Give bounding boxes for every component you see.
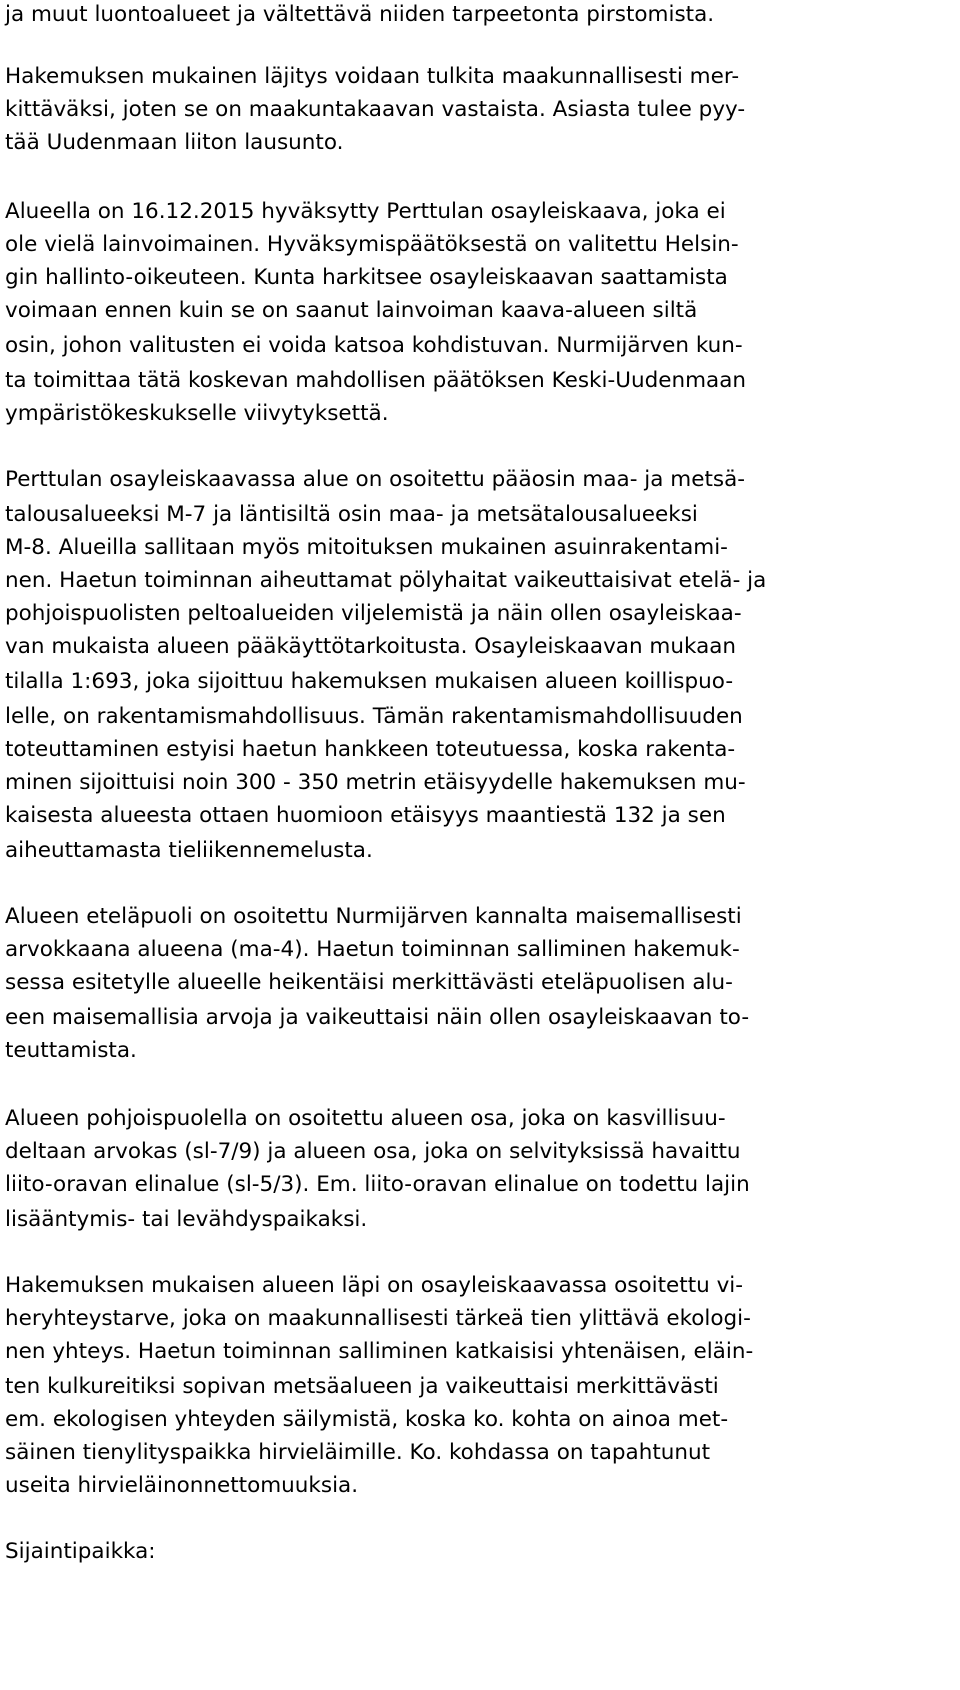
text-line: Alueen pohjoispuolella on osoitettu alueen osa, joka on kasvillisuu- — [5, 1106, 726, 1131]
text-line: arvokkaana alueena (ma-4). Haetun toiminnan salliminen hakemuk- — [5, 937, 740, 962]
text-line: osin, johon valitusten ei voida katsoa kohdistuvan. Nurmijärven kun- — [5, 333, 743, 358]
text-line: em. ekologisen yhteyden säilymistä, koska ko. kohta on ainoa met- — [5, 1407, 729, 1432]
text-line: ja muut luontoalueet ja vältettävä niiden tarpeetonta pirstomista. — [5, 2, 715, 27]
text-line: kaisesta alueesta ottaen huomioon etäisyys maantiestä 132 ja sen — [5, 803, 726, 828]
text-line: teuttamista. — [5, 1038, 137, 1063]
text-line: Alueella on 16.12.2015 hyväksytty Perttulan osayleiskaava, joka ei — [5, 199, 726, 224]
text-line: minen sijoittuisi noin 300 - 350 metrin etäisyydelle hakemuksen mu- — [5, 770, 746, 795]
text-line: Hakemuksen mukainen läjitys voidaan tulkita maakunnallisesti mer- — [5, 64, 740, 89]
text-line: ole vielä lainvoimainen. Hyväksymispäätöksestä on valitettu Helsin- — [5, 232, 739, 257]
text-line: gin hallinto-oikeuteen. Kunta harkitsee osayleiskaavan saattamista — [5, 265, 728, 290]
text-line: toteuttaminen estyisi haetun hankkeen toteutuessa, koska rakenta- — [5, 737, 736, 762]
text-line: M-8. Alueilla sallitaan myös mitoituksen mukainen asuinrakentami- — [5, 535, 728, 560]
text-line: useita hirvieläinonnettomuuksia. — [5, 1473, 359, 1498]
text-line: aiheuttamasta tieliikennemelusta. — [5, 838, 373, 863]
text-line: tää Uudenmaan liiton lausunto. — [5, 130, 344, 155]
text-line: een maisemallisia arvoja ja vaikeuttaisi näin ollen osayleiskaavan to- — [5, 1005, 750, 1030]
text-line: lisääntymis- tai levähdyspaikaksi. — [5, 1207, 368, 1232]
text-line: Perttulan osayleiskaavassa alue on osoitettu pääosin maa- ja metsä- — [5, 467, 746, 492]
text-line: ympäristökeskukselle viivytyksettä. — [5, 401, 389, 426]
text-line: Hakemuksen mukaisen alueen läpi on osayleiskaavassa osoitettu vi- — [5, 1273, 744, 1298]
text-line: ta toimittaa tätä koskevan mahdollisen päätöksen Keski-Uudenmaan — [5, 368, 747, 393]
text-line: talousalueeksi M-7 ja läntisiltä osin maa- ja metsätalousalueeksi — [5, 502, 698, 527]
text-line: pohjoispuolisten peltoalueiden viljelemistä ja näin ollen osayleiskaa- — [5, 601, 742, 626]
location-label: Sijaintipaikka: — [5, 1539, 156, 1564]
text-line: lelle, on rakentamismahdollisuus. Tämän rakentamismahdollisuuden — [5, 704, 743, 729]
text-line: voimaan ennen kuin se on saanut lainvoiman kaava-alueen siltä — [5, 298, 698, 323]
text-line: nen. Haetun toiminnan aiheuttamat pölyhaitat vaikeuttaisivat etelä- ja — [5, 568, 767, 593]
text-line: Alueen eteläpuoli on osoitettu Nurmijärven kannalta maisemallisesti — [5, 904, 742, 929]
text-line: liito-oravan elinalue (sl-5/3). Em. liito-oravan elinalue on todettu lajin — [5, 1172, 750, 1197]
text-line: heryhteystarve, joka on maakunnallisesti tärkeä tien ylittävä ekologi- — [5, 1306, 751, 1331]
text-line: ten kulkureitiksi sopivan metsäalueen ja vaikeuttaisi merkittävästi — [5, 1374, 719, 1399]
text-line: nen yhteys. Haetun toiminnan salliminen katkaisisi yhtenäisen, eläin- — [5, 1339, 754, 1364]
text-line: sessa esitetylle alueelle heikentäisi merkittävästi eteläpuolisen alu- — [5, 970, 733, 995]
text-line: säinen tienylityspaikka hirvieläimille. Ko. kohdassa on tapahtunut — [5, 1440, 711, 1465]
text-line: van mukaista alueen pääkäyttötarkoitusta. Osayleiskaavan mukaan — [5, 634, 737, 659]
text-line: kittäväksi, joten se on maakuntakaavan vastaista. Asiasta tulee pyy- — [5, 97, 746, 122]
text-line: tilalla 1:693, joka sijoittuu hakemuksen mukaisen alueen koillispuo- — [5, 669, 734, 694]
text-line: deltaan arvokas (sl-7/9) ja alueen osa, joka on selvityksissä havaittu — [5, 1139, 741, 1164]
